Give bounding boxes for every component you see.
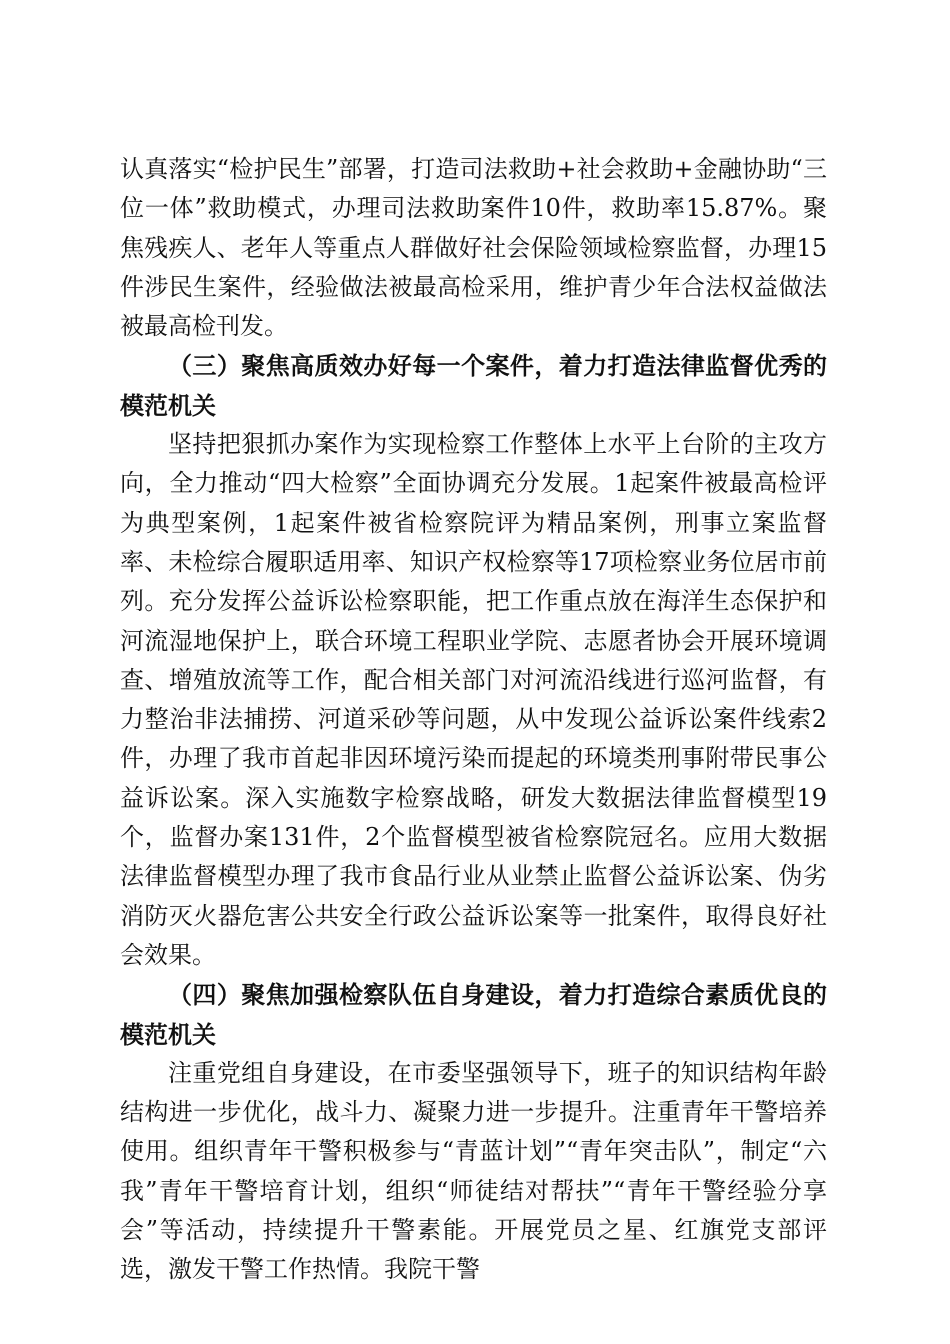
body-paragraph-3: 注重党组自身建设，在市委坚强领导下，班子的知识结构年龄结构进一步优化，战斗力、凝聚力进一步提升。注重青年干警培养使用。组织青年干警积极参与“青蓝计划”“青年突击队”，制定“六我”青年干警培育计划，组织“师徒结对帮扶”“青年干警经验分享会”等活动，持续提升干警素能。开展党员之星、红旗党支部评选，激发干警工作热情。我院干警 xyxy=(120,1058,827,1284)
section-heading-4: （四）聚焦加强检察队伍自身建设，着力打造综合素质优良的模范机关 xyxy=(120,980,827,1049)
body-paragraph-2: 坚持把狠抓办案作为实现检察工作整体上水平上台阶的主攻方向，全力推动“四大检察”全面协调充分发展。1起案件被最高检评为典型案例，1起案件被省检察院评为精品案例，刑事立案监督率、未检综合履职适用率、知识产权检察等17项检察业务位居市前列。充分发挥公益诉讼检察职能，把工作重点放在海洋生态保护和河流湿地保护上，联合环境工程职业学院、志愿者协会开展环境调查、增殖放流等工作，配合相关部门对河流沿线进行巡河监督，有力整治非法捕捞、河道采砂等问题，从中发现公益诉讼案件线索2件，办理了我市首起非因环境污染而提起的环境类刑事附带民事公益诉讼案。深入实施数字检察战略，研发大数据法律监督模型19个，监督办案131件，2个监督模型被省检察院冠名。应用大数据法律监督模型办理了我市食品行业从业禁止监督公益诉讼案、伪劣消防灭火器危害公共安全行政公益诉讼案等一批案件，取得良好社会效果。 xyxy=(120,430,827,969)
body-paragraph-1: 认真落实“检护民生”部署，打造司法救助+社会救助+金融协助“三位一体”救助模式，办理司法救助案件10件，救助率15.87%。聚焦残疾人、老年人等重点人群做好社会保险领域检察监督，办理15件涉民生案件，经验做法被最高检采用，维护青少年合法权益做法被最高检刊发。 xyxy=(120,155,827,341)
section-heading-3: （三）聚焦高质效办好每一个案件，着力打造法律监督优秀的模范机关 xyxy=(120,351,827,420)
document-page xyxy=(120,150,827,1290)
